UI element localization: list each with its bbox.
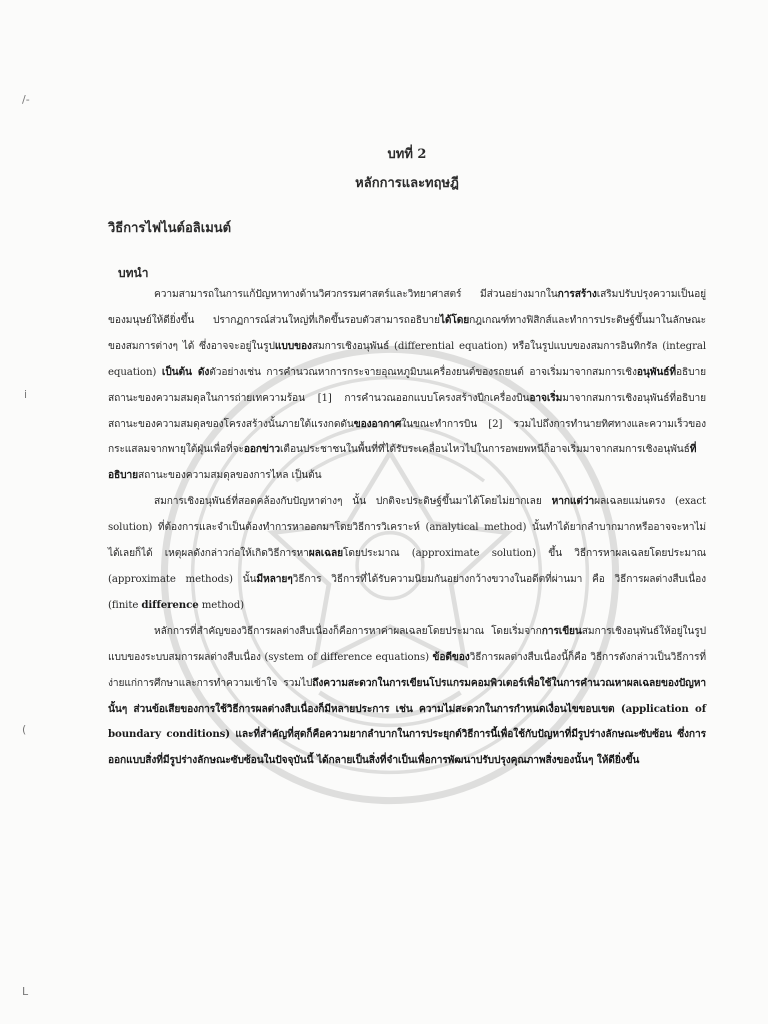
text-run: สมการเชิงอนุพันธ์ (differential equation) หรือในรูปแบบของสมการอินทิกรัล (integral equation) xyxy=(108,340,706,378)
text-run: ตัวอย่างเช่น การคำนวณหาการกระจายอุณหภูมิบนเครื่องยนต์ของรถยนต์ อาจเริ่มมาจากสมการเชิง xyxy=(209,366,637,378)
text-run: มาจากสมการเชิงอนุพันธ์ที่อธิบายสถานะของความสมดุลของโครงสร้างนั้นภายใต้แรงกดดัน xyxy=(108,392,706,430)
paragraph-3 xyxy=(108,619,706,774)
body-text xyxy=(108,282,706,774)
paragraph-2 xyxy=(108,489,706,619)
text-run: วิธีการ วิธีการที่ได้รับความนิยมกันอย่างกว้างขวางในอดีตที่ผ่านมา คือ วิธีการผลต่างสืบเนื่อง (finite xyxy=(108,573,706,611)
chapter-number: บทที่ 2 xyxy=(387,147,427,162)
margin-mark: i xyxy=(24,388,28,401)
bold-text-run: difference xyxy=(141,598,199,611)
text-run: สมการเชิงอนุพันธ์ที่สอดคล้องกับปัญหาต่างๆ นั้น ปกติจะประดิษฐ์ขึ้นมาได้โดยไม่ยากเลย xyxy=(154,496,552,508)
bold-text-run: ข้อดีของ xyxy=(432,650,470,663)
bold-text-run: การสร้าง xyxy=(557,288,597,300)
paragraph-1 xyxy=(108,282,706,489)
text-run: เสริมปรับปรุงความเป็นอยู่ของมนุษย์ให้ดียิ่งขึ้น ปรากฏการณ์ส่วนใหญ่ที่เกิดขึ้นรอบตัวสามารถอธิบาย xyxy=(108,289,706,326)
text-run: สมการเชิงอนุพันธ์ให้อยู่ในรูปแบบของระบบสมการผลต่างสืบเนื่อง (system of difference equations) xyxy=(108,625,706,663)
bold-text-run: ผลเฉลย xyxy=(308,547,343,560)
bold-text-run: แบบของ xyxy=(274,339,312,352)
bold-text-run: เป็นต้น ดัง xyxy=(161,365,210,378)
margin-mark: /- xyxy=(22,93,30,106)
bold-text-run: อาจเริ่ม xyxy=(529,391,563,404)
bold-text-run: ของอากาศ xyxy=(353,417,402,430)
sub-heading: บทนำ xyxy=(118,266,149,280)
text-run: ในขณะทำการบิน [2] รวมไปถึงการทำนายทิศทางและความเร็วของกระแสลมจากพายุใต้ฝุ่นเพื่อที่จะ xyxy=(108,418,706,456)
bold-text-run: อนุพันธ์ที่ xyxy=(636,365,676,378)
section-heading: วิธีการไฟไนต์อลิเมนต์ xyxy=(108,221,232,236)
bold-text-run: การเขียน xyxy=(541,624,582,637)
bold-text-run: หากแต่ว่า xyxy=(551,495,595,508)
text-run: หลักการที่สำคัญของวิธีการผลต่างสืบเนื่องก็คือการหาค่าผลเฉลยโดยประมาณ โดยเริ่มจาก xyxy=(154,625,542,637)
text-run: โดยประมาณ (approximate solution) ขึ้น วิธีการหาผลเฉลยโดยประมาณ (approximate methods) นั้น xyxy=(108,548,706,585)
bold-text-run: ถึงความสะดวกในการเขียนโปรแกรมคอมพิวเตอร์เพื่อใช้ในการคำนวณหาผลเฉลยของปัญหานั้นๆ ส่วนข้อเสียของการใช้วิธีการผลต่างสืบเนื่องก็มีหลายประการ เช่น ความไม่สะดวกในการกำหนดเงื่อนไขขอบเขต (application of boundary conditions) และที่สำคัญที่สุดก็คือความยากลำบากในการประยุกต์วิธีการนี้เพื่อใช้กับปัญหาที่มีรูปร่างลักษณะซับซ้อน ซึ่งการออกแบบสิ่งที่มีรูปร่างลักษณะซับซ้อนในปัจจุบันนี้ ได้กลายเป็นสิ่งที่จำเป็นเพื่อการพัฒนาปรับปรุงคุณภาพสิ่งของนั้นๆ ให้ดียิ่งขึ้น xyxy=(108,676,706,767)
bold-text-run: ออกข่าว xyxy=(243,443,281,456)
text-run: วิธีการผลต่างสืบเนื่องนี้ก็คือ วิธีการดังกล่าวเป็นวิธีการที่ง่ายแก่การศึกษาและการทำความเข้าใจ รวมไป xyxy=(108,651,706,689)
margin-mark: ( xyxy=(22,723,27,736)
text-run: ผลเฉลยแม่นตรง (exact solution) ที่ต้องการและจำเป็นต้องทำการหาออกมาโดยวิธีการวิเคราะห์ (analytical method) นั้นทำได้ยากลำบากมากหรืออาจจะหาไม่ได้เลยก็ได้ เหตุผลดังกล่าวก่อให้เกิดวิธีการหา xyxy=(108,496,706,560)
text-run: กฎเกณฑ์ทางฟิสิกส์และทำการประดิษฐ์ขึ้นมาในลักษณะของสมการต่างๆ ได้ ซึ่งอาจจะอยู่ในรูป xyxy=(108,314,706,352)
text-run: method) xyxy=(198,599,244,611)
chapter-title: หลักการและทฤษฎี xyxy=(355,176,459,191)
margin-mark: L xyxy=(22,985,29,998)
bold-text-run: มีหลายๆ xyxy=(256,572,293,585)
text-run: เตือนประชาชนในพื้นที่ที่ได้รับระเคลื่อนไหวไปในการอพยพหนีก็อาจเริ่มมาจากสมการเชิงอนุพันธ์ xyxy=(280,444,690,456)
bold-text-run: ที่อธิบาย xyxy=(108,443,697,482)
bold-text-run: ได้โดย xyxy=(439,313,470,326)
text-run: สถานะของความสมดุลของการไหล เป็นต้น xyxy=(138,470,322,482)
text-run: อธิบายสถานะของความสมดุลในการถ่ายเทความร้อน [1] การคำนวณออกแบบโครงสร้างปีกเครื่องบิน xyxy=(108,366,706,404)
text-run: ความสามารถในการแก้ปัญหาทางด้านวิศวกรรมศาสตร์และวิทยาศาสตร์ มีส่วนอย่างมากใน xyxy=(154,289,558,300)
